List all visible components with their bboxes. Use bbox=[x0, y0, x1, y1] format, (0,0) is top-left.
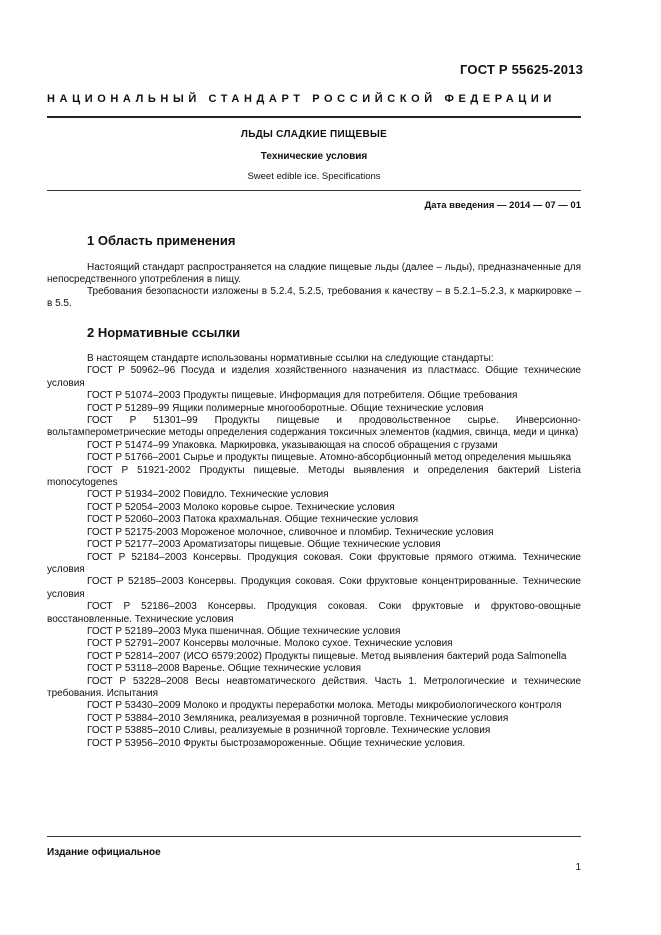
reference-item: ГОСТ Р 53885–2010 Сливы, реализуемые в розничной торговле. Технические условия bbox=[87, 725, 491, 737]
reference-item: ГОСТ Р 51289–99 Ящики полимерные многооборотные. Общие технические условия bbox=[87, 402, 484, 414]
reference-item: ГОСТ Р 51474–99 Упаковка. Маркировка, указывающая на способ обращения с грузами bbox=[87, 439, 498, 451]
reference-item: ГОСТ Р 53118–2008 Варенье. Общие технические условия bbox=[87, 663, 362, 675]
reference-item: ГОСТ Р 52185–2003 Консервы. Продукция соковая. Соки фруктовые концентрированные. Технические условия bbox=[47, 576, 581, 600]
reference-item: ГОСТ Р 50962–96 Посуда и изделия хозяйственного назначения из пластмасс. Общие технические условия bbox=[47, 365, 581, 389]
national-standard-heading: НАЦИОНАЛЬНЫЙ СТАНДАРТ РОССИЙСКОЙ ФЕДЕРАЦИИ bbox=[47, 93, 556, 105]
document-code: ГОСТ Р 55625-2013 bbox=[459, 62, 583, 77]
reference-item: ГОСТ Р 51921-2002 Продукты пищевые. Методы выявления и определения бактерий Listeria monocytogenes bbox=[47, 464, 581, 489]
title-block bbox=[47, 129, 581, 183]
reference-item: ГОСТ Р 52177–2003 Ароматизаторы пищевые. Общие технические условия bbox=[87, 539, 441, 551]
document-title: ЛЬДЫ СЛАДКИЕ ПИЩЕВЫЕ bbox=[240, 129, 388, 140]
english-title: Sweet edible ice. Specifications bbox=[247, 171, 381, 182]
title-divider bbox=[47, 190, 581, 191]
reference-item: ГОСТ Р 52054–2003 Молоко коровье сырое. Технические условия bbox=[87, 501, 395, 513]
reference-item: ГОСТ Р 52175-2003 Мороженое молочное, сливочное и пломбир. Технические условия bbox=[87, 526, 494, 538]
reference-item: ГОСТ Р 52791–2007 Консервы молочные. Молоко сухое. Технические условия bbox=[87, 638, 453, 650]
reference-item: ГОСТ Р 53228–2008 Весы неавтоматического действия. Часть 1. Метрологические и технические требования. Испытания bbox=[47, 675, 581, 699]
reference-item: ГОСТ Р 53956–2010 Фрукты быстрозамороженные. Общие технические условия. bbox=[87, 737, 466, 749]
introduction-date: Дата введения — 2014 — 07 — 01 bbox=[424, 200, 581, 211]
page-number: 1 bbox=[575, 862, 581, 873]
official-edition-label: Издание официальное bbox=[47, 847, 161, 858]
section-1-heading: 1 Область применения bbox=[87, 233, 236, 248]
reference-item: ГОСТ Р 51301–99 Продукты пищевые и продовольственное сырье. Инверсионно-вольтамперометрические методы определения содержания токсичных элементов (кадмия, свинца, меди и цинка) bbox=[47, 415, 581, 439]
reference-item: ГОСТ Р 51074–2003 Продукты пищевые. Информация для потребителя. Общие требования bbox=[87, 390, 518, 402]
reference-item: ГОСТ Р 52189–2003 Мука пшеничная. Общие технические условия bbox=[87, 625, 401, 637]
section-1-paragraph: Требования безопасности изложены в 5.2.4, 5.2.5, требования к качеству – в 5.2.1–5.2.3, к маркировке – в 5.5. bbox=[47, 286, 581, 310]
reference-item: ГОСТ Р 53884–2010 Земляника, реализуемая в розничной торговле. Технические условия bbox=[87, 712, 509, 724]
document-subtitle: Технические условия bbox=[260, 151, 368, 162]
section-2-heading: 2 Нормативные ссылки bbox=[87, 325, 241, 340]
top-divider bbox=[47, 116, 581, 118]
reference-item: ГОСТ Р 52060–2003 Патока крахмальная. Общие технические условия bbox=[87, 514, 419, 526]
footer-divider bbox=[47, 836, 581, 837]
reference-item: ГОСТ Р 53430–2009 Молоко и продукты переработки молока. Методы микробиологического контроля bbox=[87, 700, 562, 712]
reference-item: ГОСТ Р 52186–2003 Консервы. Продукция соковая. Соки фруктовые и фруктово-овощные восстановленные. Технические условия bbox=[47, 601, 581, 625]
references-intro: В настоящем стандарте использованы нормативные ссылки на следующие стандарты: bbox=[87, 353, 494, 364]
reference-item: ГОСТ Р 51766–2001 Сырье и продукты пищевые. Атомно-абсорбционный метод определения мышьяка bbox=[87, 452, 572, 464]
section-1-paragraph: Настоящий стандарт распространяется на сладкие пищевые льды (далее – льды), предназначенные для непосредственного употребления в пищу. bbox=[47, 262, 581, 286]
references-list bbox=[47, 353, 581, 750]
reference-item: ГОСТ Р 52184–2003 Консервы. Продукция соковая. Соки фруктовые прямого отжима. Технические условия bbox=[47, 551, 581, 575]
reference-item: ГОСТ Р 52814–2007 (ИСО 6579:2002) Продукты пищевые. Метод выявления бактерий рода Salmonella bbox=[87, 650, 567, 662]
reference-item: ГОСТ Р 51934–2002 Повидло. Технические условия bbox=[87, 489, 329, 501]
